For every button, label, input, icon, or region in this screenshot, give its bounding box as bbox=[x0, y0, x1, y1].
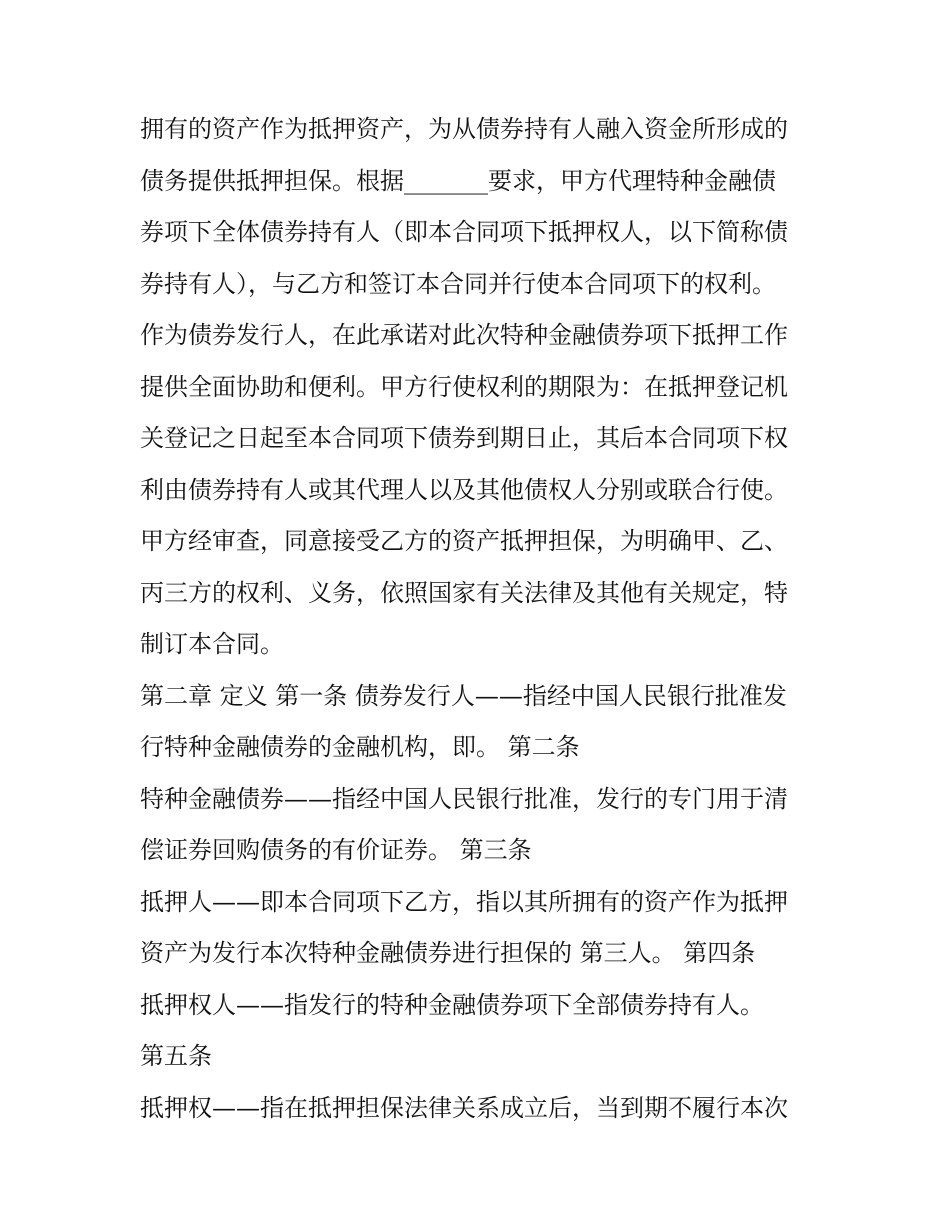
text-line: 券持有人），与乙方和签订本合同并行使本合同项下的权利。 bbox=[140, 269, 776, 298]
text-line: 券项下全体债券持有人（即本合同项下抵押权人，以下简称债 bbox=[140, 218, 788, 246]
chapter-heading-line: 第二章 定义 第一条 债券发行人——指经中国人民银行批准发 bbox=[140, 681, 787, 710]
text-line: 抵押人——即本合同项下乙方，指以其所拥有的资产作为抵押 bbox=[140, 887, 788, 916]
text-line: 作为债券发行人，在此承诺对此次特种金融债券项下抵押工作 bbox=[140, 321, 788, 349]
text-line: 利由债券持有人或其代理人以及其他债权人分别或联合行使。 bbox=[140, 475, 788, 504]
text-line: 抵押权人——指发行的特种金融债券项下全部债券持有人。 bbox=[140, 990, 764, 1019]
text-line: 提供全面协助和便利。甲方行使权利的期限为：在抵押登记机 bbox=[140, 372, 788, 401]
text-line: 特种金融债券——指经中国人民银行批准，发行的专门用于清 bbox=[140, 784, 788, 813]
text-line: 资产为发行本次特种金融债券进行担保的 第三人。 第四条 bbox=[140, 939, 756, 967]
text-line: 债务提供抵押担保。根据_______要求，甲方代理特种金融债 bbox=[140, 166, 776, 195]
text-line: 甲方经审查，同意接受乙方的资产抵押担保，为明确甲、乙、 bbox=[140, 527, 788, 555]
text-line: 关登记之日起至本合同项下债券到期日止，其后本合同项下权 bbox=[140, 424, 788, 452]
article-heading-line: 第五条 bbox=[140, 1042, 212, 1070]
text-line: 偿证券回购债务的有价证券。 第三条 bbox=[140, 836, 532, 864]
text-line: 抵押权——指在抵押担保法律关系成立后，当到期不履行本次 bbox=[140, 1093, 788, 1122]
text-line: 拥有的资产作为抵押资产，为从债券持有人融入资金所形成的 bbox=[140, 115, 788, 143]
text-line: 丙三方的权利、义务，依照国家有关法律及其他有关规定，特 bbox=[140, 578, 788, 607]
document-body bbox=[140, 104, 830, 1134]
text-line: 行特种金融债券的金融机构，即。 第二条 bbox=[140, 733, 580, 761]
text-line: 制订本合同。 bbox=[140, 630, 284, 658]
